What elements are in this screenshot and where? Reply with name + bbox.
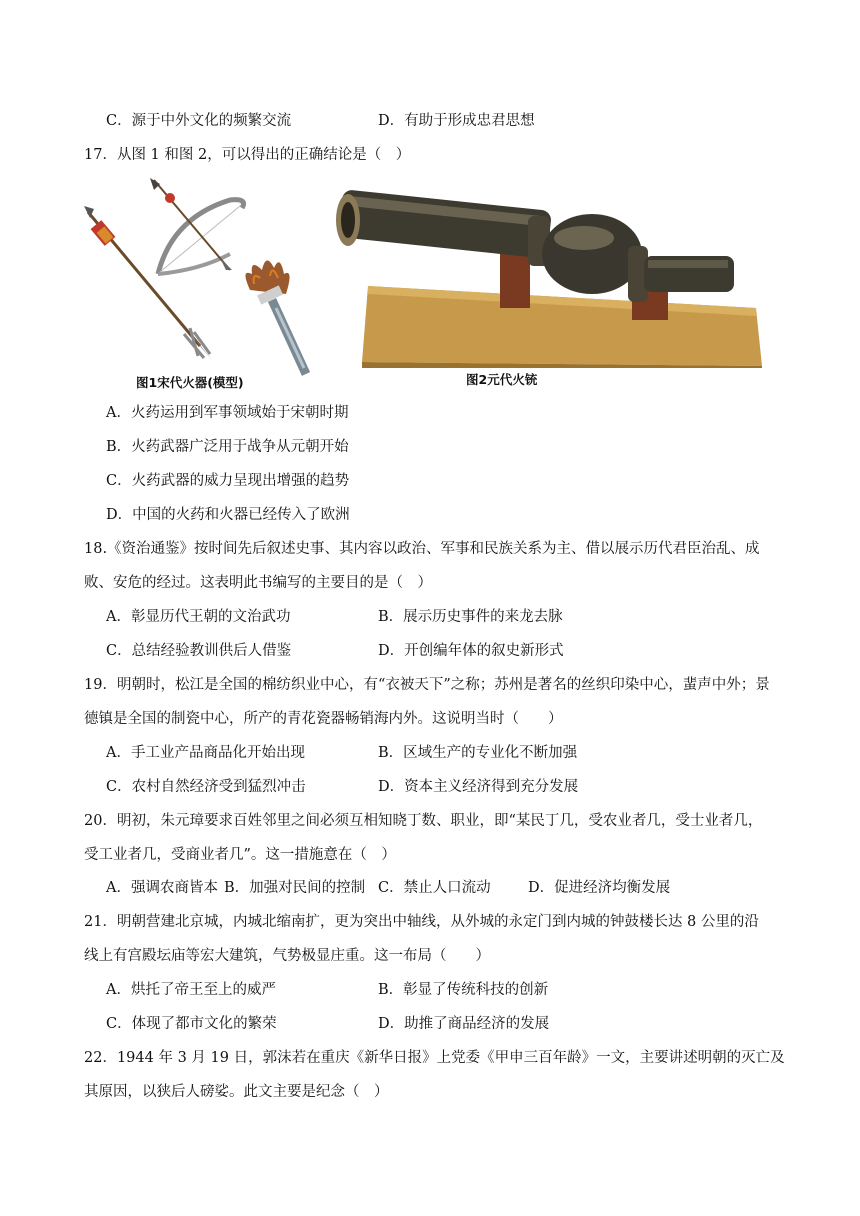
q18-option-d: D．开创编年体的叙史新形式 [378, 643, 564, 659]
q22-stem-line-1: 22．1944 年 3 月 19 日，郭沫若在重庆《新华日报》上党委《甲申三百年龄》一文，主要讲述明朝的灭亡及 [84, 1050, 785, 1066]
q18-option-c: C．总结经验教训供后人借鉴 [106, 643, 292, 659]
q20-stem-line-1: 20．明初，朱元璋要求百姓邻里之间必须互相知晓丁数、职业，即“某民丁几，受农业者几，受士业者几， [84, 813, 763, 829]
q19-stem-line-2: 德镇是全国的制瓷中心，所产的青花瓷器畅销海内外。这说明当时（ ） [84, 711, 563, 727]
q16-option-d: D．有助于形成忠君思想 [378, 113, 535, 129]
q21-stem-line-1: 21．明朝营建北京城，内城北缩南扩，更为突出中轴线，从外城的永定门到内城的钟鼓楼长达 8 公里的沿 [84, 914, 759, 930]
q17-option-d: D．中国的火药和火器已经传入了欧洲 [106, 507, 350, 523]
q21-stem-line-2: 线上有宫殿坛庙等宏大建筑，气势极显庄重。这一布局（ ） [84, 948, 490, 964]
q17-stem: 17．从图 1 和图 2，可以得出的正确结论是（ ） [84, 147, 411, 163]
q19-option-b: B．区域生产的专业化不断加强 [378, 745, 578, 761]
q17-option-c: C．火药武器的威力呈现出增强的趋势 [106, 473, 350, 489]
bronze-barrel [336, 189, 734, 302]
fire-lance-illustration [245, 260, 306, 374]
q18-option-a: A．彰显历代王朝的文治武功 [106, 609, 291, 625]
q18-option-b: B．展示历史事件的来龙去脉 [378, 609, 563, 625]
q18-stem-line-2: 败、安危的经过。这表明此书编写的主要目的是（ ） [84, 575, 432, 591]
q21-option-d: D．助推了商品经济的发展 [378, 1016, 550, 1032]
figure-2-caption: 图2元代火铳 [466, 372, 538, 387]
q17-option-a: A．火药运用到军事领域始于宋朝时期 [106, 405, 349, 421]
figure-2-yuan-handgun [332, 186, 764, 368]
q19-option-c: C．农村自然经济受到猛烈冲击 [106, 779, 306, 795]
q19-option-a: A．手工业产品商品化开始出现 [106, 745, 305, 761]
q17-option-b: B．火药武器广泛用于战争从元朝开始 [106, 439, 349, 455]
fire-arrow-illustration [84, 206, 212, 360]
figure-1-song-fire-weapons [80, 178, 320, 378]
q18-stem-line-1: 18.《资治通鉴》按时间先后叙述史事、其内容以政治、军事和民族关系为主、借以展示历代君臣治乱、成 [84, 541, 760, 557]
q19-stem-line-1: 19．明朝时，松江是全国的棉纺织业中心，有“衣被天下”之称；苏州是著名的丝织印染中心，蜚声中外；景 [84, 677, 770, 693]
q20-option-c: C．禁止人口流动 [378, 880, 491, 896]
q21-option-a: A．烘托了帝王至上的威严 [106, 982, 276, 998]
q16-option-c: C．源于中外文化的频繁交流 [106, 113, 292, 129]
q20-stem-line-2: 受工业者几，受商业者几”。这一措施意在（ ） [84, 847, 396, 863]
q21-option-c: C．体现了都市文化的繁荣 [106, 1016, 277, 1032]
fire-bow-illustration [150, 178, 244, 274]
q22-stem-line-2: 其原因，以狭后人磅娑。此文主要是纪念（ ） [84, 1084, 389, 1100]
q20-option-a: A．强调农商皆本 [106, 880, 218, 896]
figure-1-caption: 图1宋代火器(模型) [136, 375, 244, 390]
q21-option-b: B．彰显了传统科技的创新 [378, 982, 549, 998]
q20-option-d: D．促进经济均衡发展 [528, 880, 671, 896]
q19-option-d: D．资本主义经济得到充分发展 [378, 779, 579, 795]
q20-option-b: B．加强对民间的控制 [224, 880, 366, 896]
